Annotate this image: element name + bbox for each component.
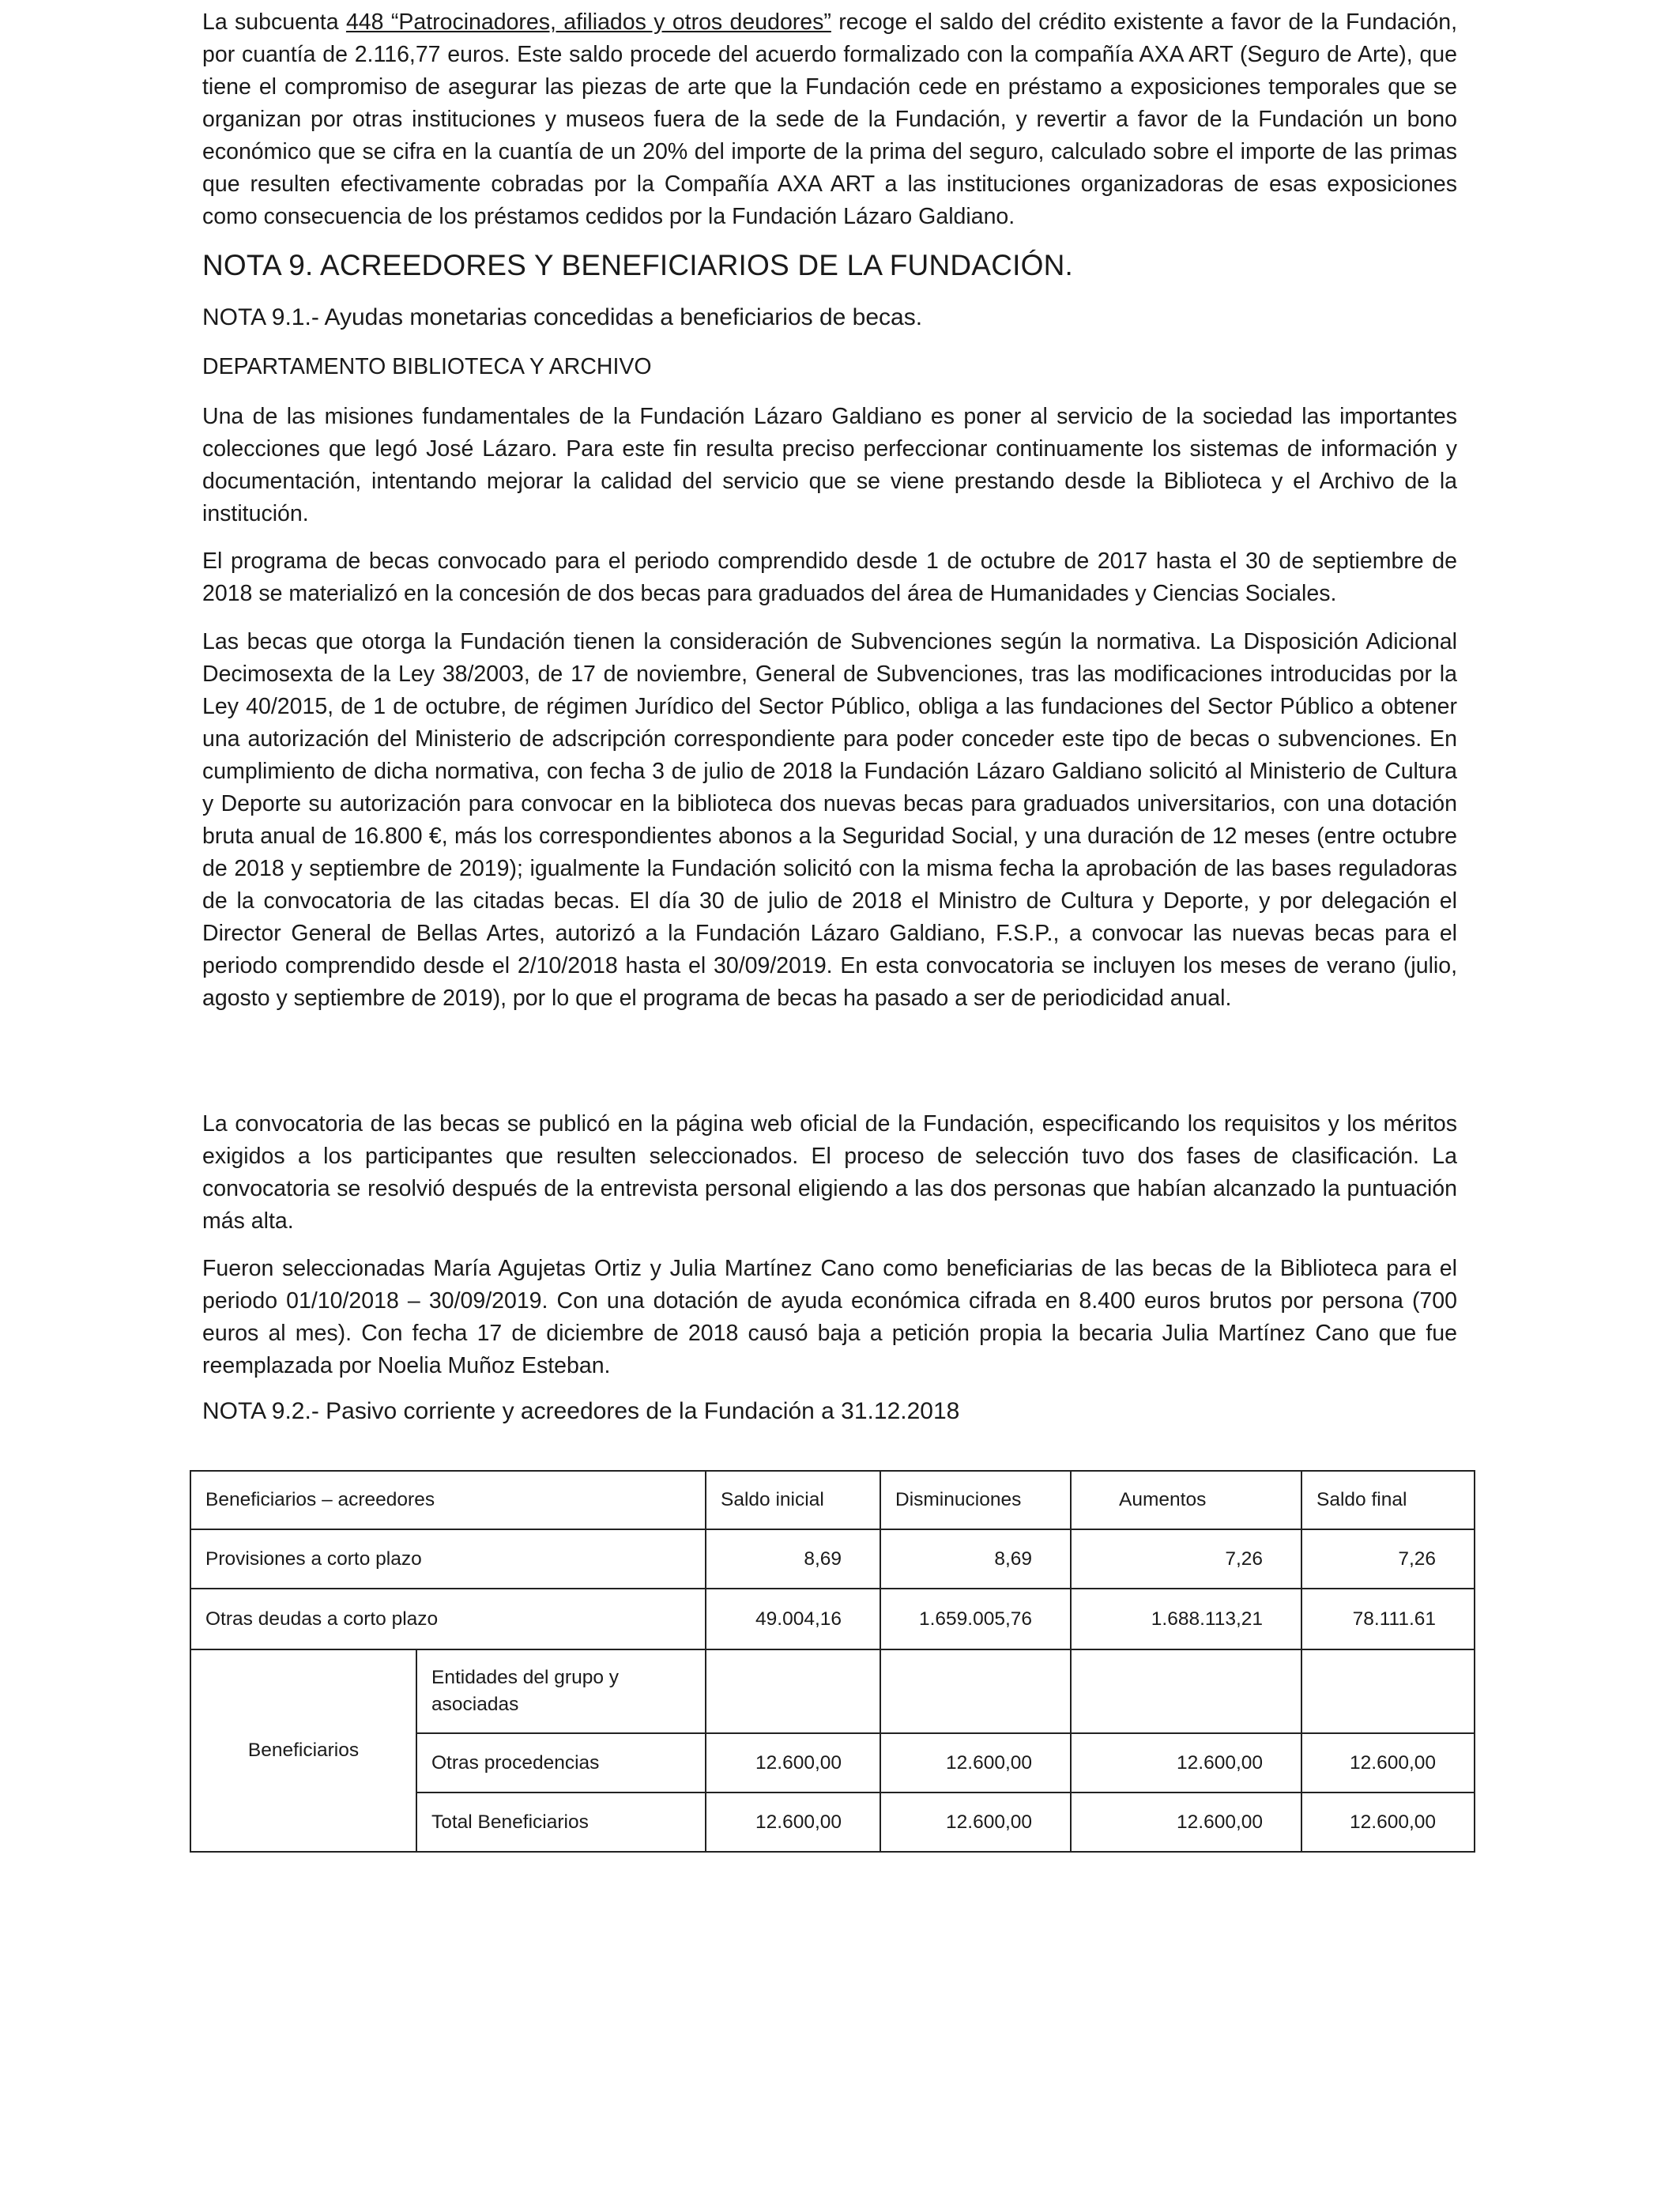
table-cell: 12.600,00 — [1071, 1793, 1301, 1852]
row-label: Otras procedencias — [416, 1733, 706, 1793]
table-cell: 8,69 — [880, 1529, 1071, 1589]
heading-nota-9-1: NOTA 9.1.- Ayudas monetarias concedidas a beneficiarios de becas. — [202, 304, 923, 330]
table-row — [190, 1649, 1475, 1733]
table-cell — [1301, 1649, 1475, 1733]
row-label: Total Beneficiarios — [416, 1793, 706, 1852]
table-cell: 12.600,00 — [1301, 1733, 1475, 1793]
table-cell: 12.600,00 — [706, 1733, 880, 1793]
header-cell: Saldo inicial — [706, 1471, 880, 1529]
table-header-row — [190, 1471, 1475, 1529]
table-row — [190, 1589, 1475, 1649]
row-label: Provisiones a corto plazo — [190, 1529, 706, 1589]
paragraph-subvenciones: Las becas que otorga la Fundación tienen la consideración de Subvenciones según la normativa. La Disposición Adicional Decimosexta de la Ley 38/2003, de 17 de noviembre, General de Subvenciones, tras las modificaciones introducidas por la Ley 40/2015, de 1 de octubre, de régimen Jurídico del Sector Público, obliga a las fundaciones del Sector Público a obtener una autorización del Ministerio de adscripción correspondiente para poder conceder este tipo de becas o subvenciones. En cumplimiento de dicha normativa, con fecha 3 de julio de 2018 la Fundación Lázaro Galdiano solicitó al Ministerio de Cultura y Deporte su autorización para convocar en la biblioteca dos nuevas becas para graduados universitarios, con una dotación bruta anual de 16.800 €, más los correspondientes abonos a la Seguridad Social, y una duración de 12 meses (entre octubre de 2018 y septiembre de 2019); igualmente la Fundación solicitó con la misma fecha la aprobación de las bases reguladoras de la convocatoria de las citadas becas. El día 30 de julio de 2018 el Ministro de Cultura y Deporte, y por delegación el Director General de Bellas Artes, autorizó a la Fundación Lázaro Galdiano, F.S.P., a convocar las nuevas becas para el periodo comprendido desde el 2/10/2018 hasta el 30/09/2019. En esta convocatoria se incluyen los meses de verano (julio, agosto y septiembre de 2019), por lo que el programa de becas ha pasado a ser de periodicidad anual. — [202, 629, 1457, 1011]
intro-paragraph — [202, 6, 1457, 233]
paragraph-seleccionadas: Fueron seleccionadas María Agujetas Ortiz y Julia Martínez Cano como beneficiarias de las becas de la Biblioteca para el periodo 01/10/2018 – 30/09/2019. Con una dotación de ayuda económica cifrada en 8.400 euros brutos por persona (700 euros al mes). Con fecha 17 de diciembre de 2018 causó baja a petición propia la becaria Julia Martínez Cano que fue reemplazada por Noelia Muñoz Esteban. — [202, 1256, 1457, 1378]
table-cell: 8,69 — [706, 1529, 880, 1589]
table-row — [190, 1529, 1475, 1589]
heading-nota-9-2: NOTA 9.2.- Pasivo corriente y acreedores de la Fundación a 31.12.2018 — [202, 1398, 960, 1424]
account-448-reference: 448 “Patrocinadores, afiliados y otros deudores” — [345, 9, 831, 35]
table-cell: 12.600,00 — [880, 1733, 1071, 1793]
paragraph-misiones: Una de las misiones fundamentales de la Fundación Lázaro Galdiano es poner al servicio de la sociedad las importantes colecciones que legó José Lázaro. Para este fin resulta preciso perfeccionar continuamente los sistemas de información y documentación, intentando mejorar la calidad del servicio que se viene prestando desde la Biblioteca y el Archivo de la institución. — [202, 404, 1457, 526]
header-cell: Saldo final — [1301, 1471, 1475, 1529]
row-label: Otras deudas a corto plazo — [190, 1589, 706, 1649]
table-cell — [880, 1649, 1071, 1733]
table-cell: 7,26 — [1301, 1529, 1475, 1589]
table-cell: 1.659.005,76 — [880, 1589, 1071, 1649]
group-label-beneficiarios: Beneficiarios — [190, 1649, 416, 1852]
paragraph-convocatoria: La convocatoria de las becas se publicó en la página web oficial de la Fundación, especificando los requisitos y los méritos exigidos a los participantes que resulten seleccionados. El proceso de selección tuvo dos fases de clasificación. La convocatoria se resolvió después de la entrevista personal eligiendo a las dos personas que habían alcanzado la puntuación más alta. — [202, 1111, 1457, 1234]
table-cell: 12.600,00 — [880, 1793, 1071, 1852]
intro-text: recoge el saldo del crédito existente a favor de la Fundación, por cuantía de 2.116,77 euros. Este saldo procede del acuerdo formalizado con la compañía AXA ART (Seguro de Arte), que tiene el compromiso de asegurar las piezas de arte que la Fundación cede en préstamo a exposiciones temporales que se organizan por otras instituciones y museos fuera de la sede de la Fundación, y revertir a favor de la Fundación un bono económico que se cifra en la cuantía de un 20% del importe de la prima del seguro, calculado sobre el importe de las primas que resulten efectivamente cobradas por la Compañía AXA ART a las instituciones organizadoras de esas exposiciones como consecuencia de los préstamos cedidos por la Fundación Lázaro Galdiano. — [202, 9, 1457, 229]
table-cell: 12.600,00 — [706, 1793, 880, 1852]
heading-department: DEPARTAMENTO BIBLIOTECA Y ARCHIVO — [202, 354, 652, 379]
row-label: Entidades del grupo y asociadas — [416, 1649, 706, 1733]
header-cell: Aumentos — [1071, 1471, 1301, 1529]
header-cell: Disminuciones — [880, 1471, 1071, 1529]
table-cell: 49.004,16 — [706, 1589, 880, 1649]
table-cell: 78.111.61 — [1301, 1589, 1475, 1649]
table-cell — [706, 1649, 880, 1733]
acreedores-table — [190, 1470, 1475, 1853]
intro-prefix: La subcuenta — [202, 9, 346, 35]
table-cell: 1.688.113,21 — [1071, 1589, 1301, 1649]
heading-nota-9: NOTA 9. ACREEDORES Y BENEFICIARIOS DE LA FUNDACIÓN. — [202, 249, 1073, 281]
paragraph-programa-becas: El programa de becas convocado para el periodo comprendido desde 1 de octubre de 2017 hasta el 30 de septiembre de 2018 se materializó en la concesión de dos becas para graduados del área de Humanidades y Ciencias Sociales. — [202, 548, 1457, 606]
table-cell: 12.600,00 — [1301, 1793, 1475, 1852]
table-cell — [1071, 1649, 1301, 1733]
table-cell: 7,26 — [1071, 1529, 1301, 1589]
table-cell: 12.600,00 — [1071, 1733, 1301, 1793]
header-cell: Beneficiarios – acreedores — [190, 1471, 706, 1529]
